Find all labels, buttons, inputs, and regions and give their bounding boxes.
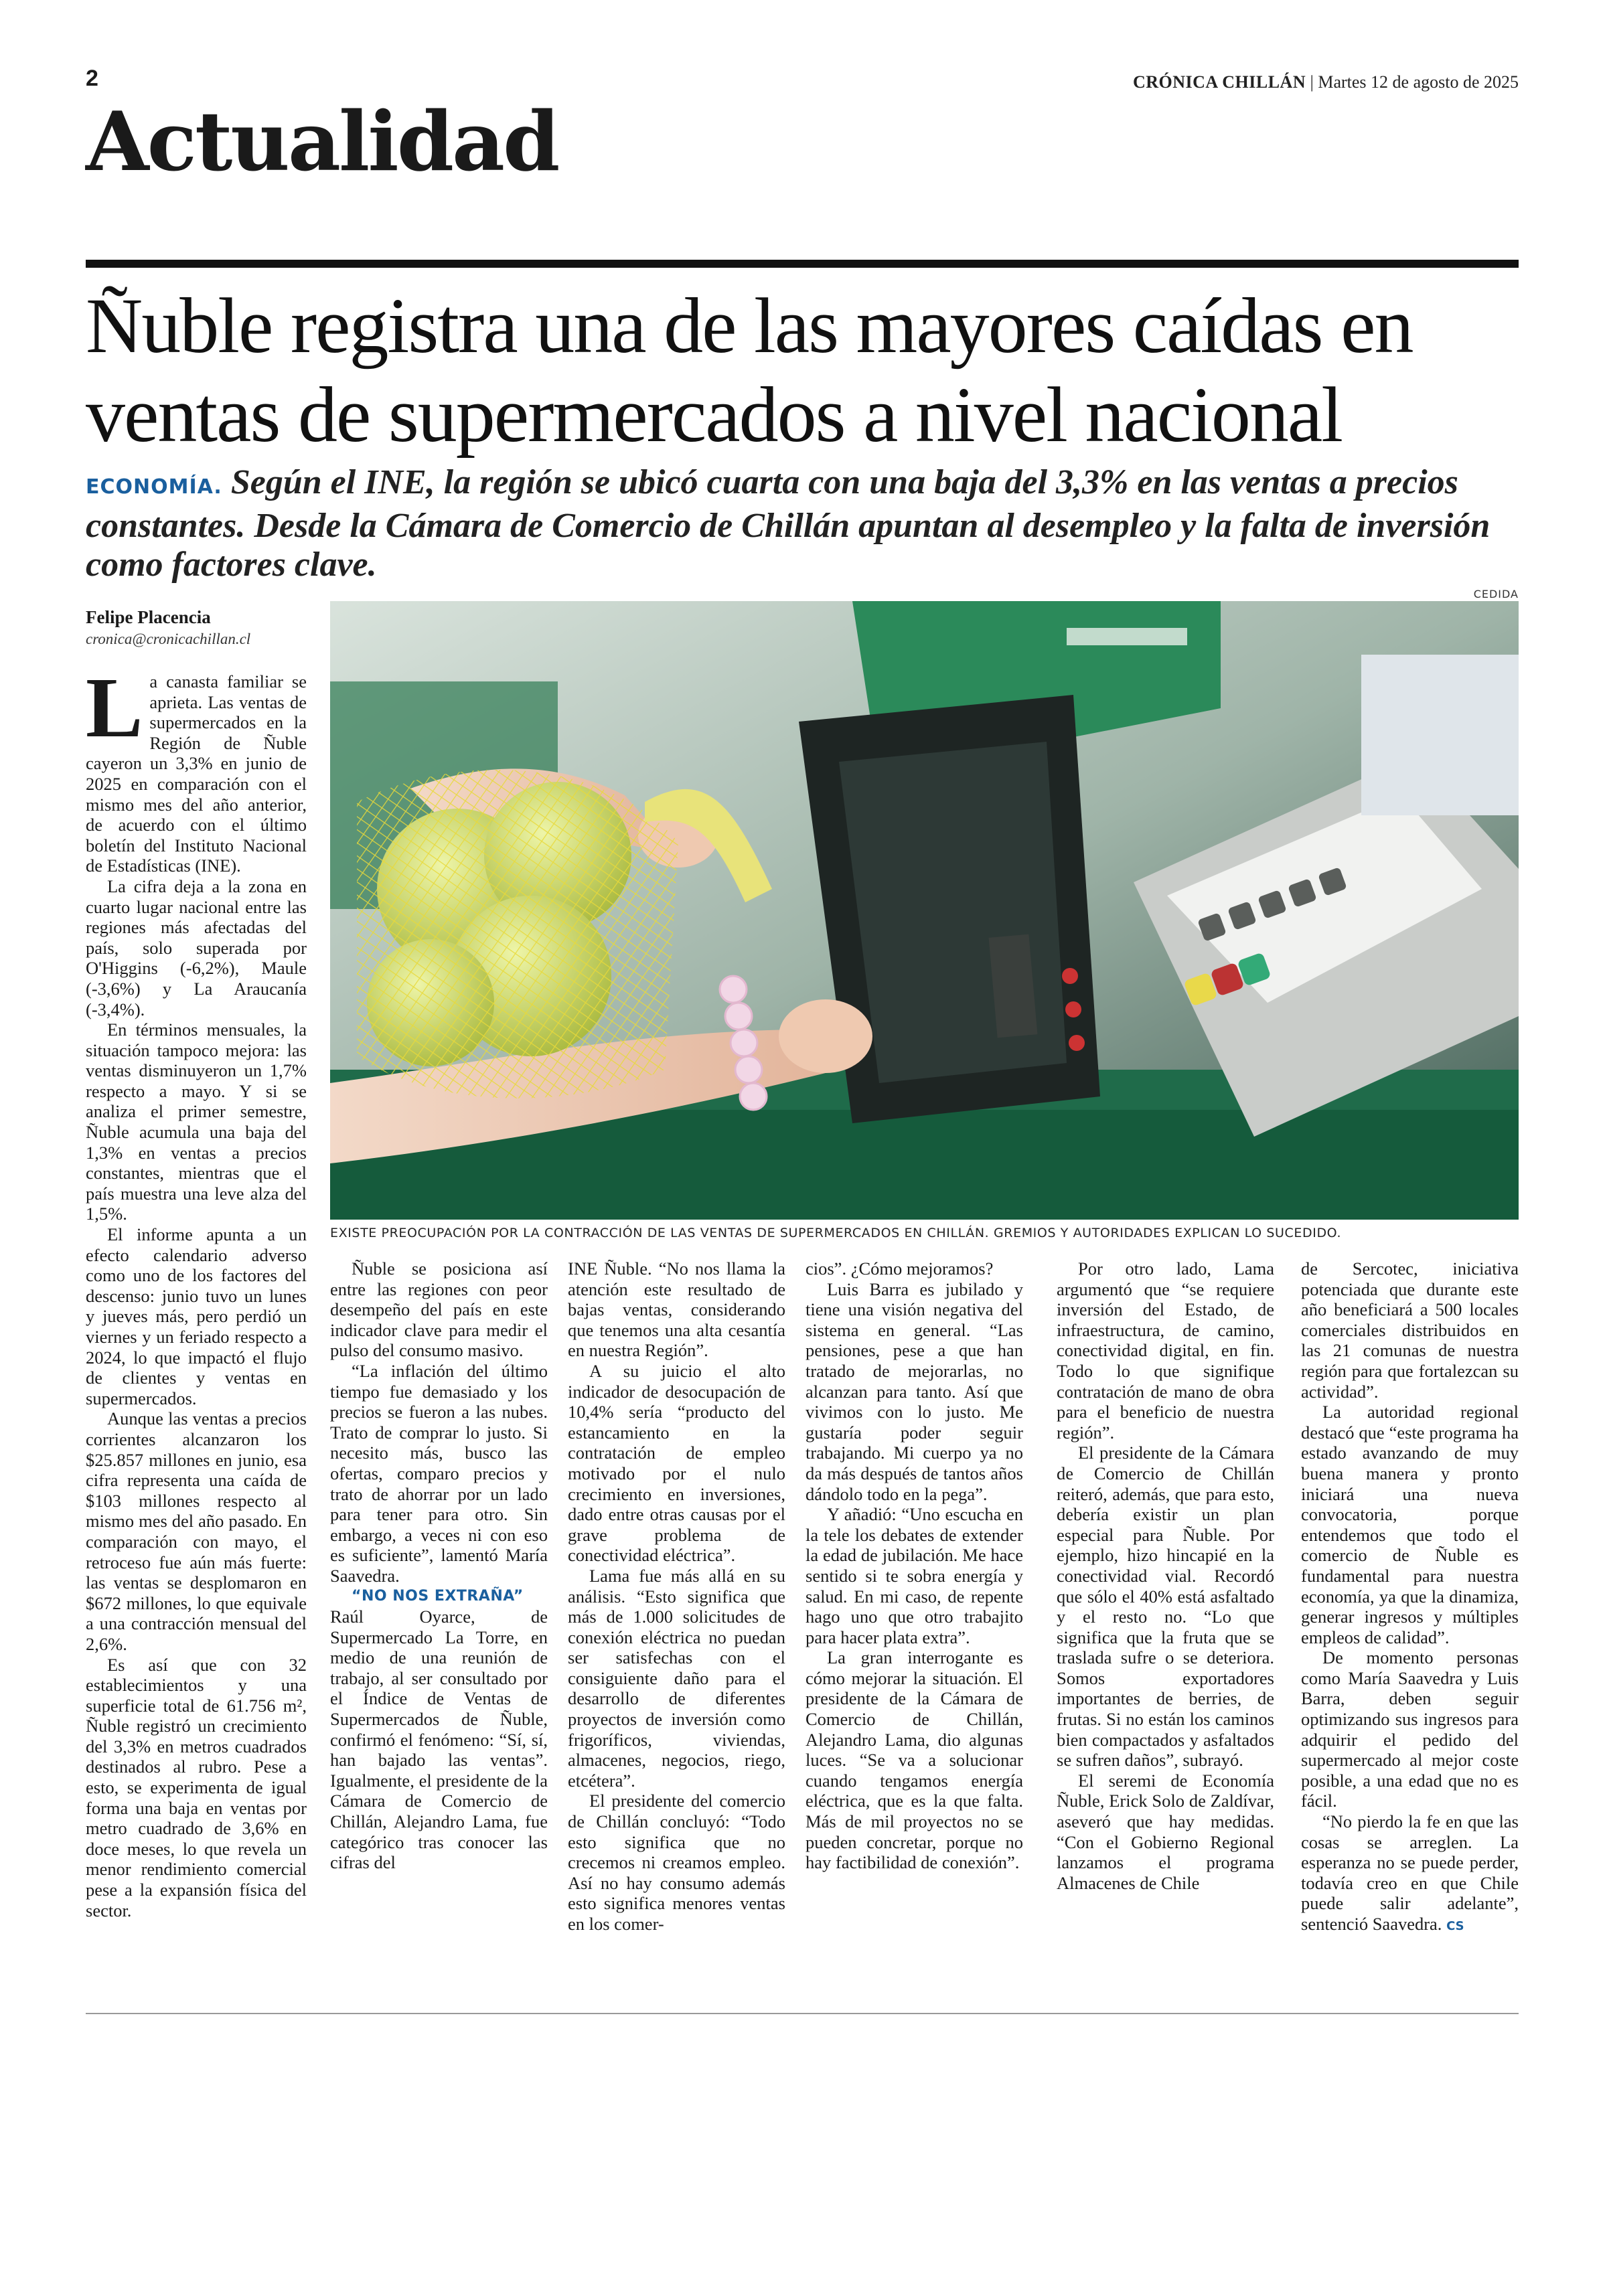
- paragraph: de Sercotec, iniciativa potenciada que durante este año beneficiará a 500 locales comerciales distribuidos en las 21 comunas de nuestra región para que fortalezcan su actividad”.: [1301, 1258, 1519, 1402]
- paragraph: [86, 660, 307, 876]
- photo-caption: EXISTE PREOCUPACIÓN POR LA CONTRACCIÓN DE LAS VENTAS DE SUPERMERCADOS EN CHILLÁN. GREMIOS Y AUTORIDADES EXPLICAN LO SUCEDIDO.: [330, 1226, 1342, 1240]
- paragraph-text: “No pierdo la fe en que las cosas se arreglen. La esperanza no se puede perder, todavía creo en que Chile puede salir adelante”, sentenció Saavedra.: [1301, 1811, 1519, 1934]
- photo-credit: CEDIDA: [1473, 588, 1519, 600]
- paragraph: A su juicio el alto indicador de desocupación de 10,4% sería “producto del estancamiento en la contratación de empleo motivado por el nulo crecimiento en inversiones, dado entre otras causas por el grave problema de conectividad eléctrica”.: [568, 1360, 785, 1566]
- paragraph: Es así que con 32 establecimientos y una superficie total de 61.756 m², Ñuble registró un crecimiento del 3,3% en metros cuadrados destinados al rubro. Pese a esto, se experimenta de igual forma una baja en ventas por metro cuadrado de 3,6% en doce meses, lo que revela un menor rendimiento comercial pese a la expansión física del sector.: [86, 1654, 307, 1920]
- headline: [86, 281, 1532, 459]
- paragraph: El informe apunta a un efecto calendario adverso como uno de los factores del descenso: junio tuvo un lunes y jueves más, pero perdió un viernes y un feriado respecto a 2024, lo que impactó el flujo de clientes y ventas en supermercados.: [86, 1224, 307, 1408]
- subheading: “NO NOS EXTRAÑA”: [352, 1587, 524, 1605]
- paragraph: cios”. ¿Cómo mejoramos?: [806, 1258, 994, 1279]
- paragraph: [1301, 1811, 1519, 1937]
- lede-text: Según el INE, la región se ubicó cuarta con una baja del 3,3% en las ventas a precios constantes. Desde la Cámara de Comercio de Chillán apuntan al desempleo y la falta de inversión como factores clave.: [86, 463, 1490, 584]
- section-rule: [86, 260, 1519, 268]
- paragraph: La autoridad regional destacó que “este programa ha estado avanzando de muy buena manera y pronto iniciará una nueva convocatoria, porque entendemos que todo el comercio de Ñuble es fundamental para nuestra economía, ya que la dinamiza, generar ingresos y múltiples empleos de calidad”.: [1301, 1402, 1519, 1647]
- lede: [86, 463, 1525, 584]
- paragraph: Aunque las ventas a precios corrientes alcanzaron los $25.857 millones en junio, esa cifra representa una caída de $103 millones respecto al mismo mes del año pasado. En comparación con mayo, el retroceso fue aún más fuerte: las ventas se desplomaron en $672 millones, lo que equivale a una contracción mensual del 2,6%.: [86, 1408, 307, 1654]
- author-name: Felipe Placencia: [86, 607, 211, 627]
- publication-date: Martes 12 de agosto de 2025: [1318, 72, 1519, 92]
- byline: [86, 606, 307, 650]
- article-column-4: [806, 1258, 1023, 1873]
- paragraph: Por otro lado, Lama argumentó que “se requiere inversión del Estado, de infraestructura, de camino, conectividad digital, en fin. Todo lo que signifique contratación de mano de obra para el beneficio de nuestra región”.: [1057, 1258, 1274, 1443]
- article-column-6: [1301, 1258, 1519, 1937]
- paragraph: El presidente de la Cámara de Comercio de Chillán reiteró, además, que para esto, debería existir un plan especial para Ñuble. Por ejemplo, hizo hincapié en la conectividad vial. Recordó que sólo el 40% está asfaltado y el resto no. “Lo que significa que la fruta que se traslada sufre o se deteriora. Somos exportadores importantes de berries, de frutas. Si no están los caminos bien compactados y asfaltados se sufren daños”, subrayó.: [1057, 1443, 1274, 1771]
- article-column-5: [1057, 1258, 1274, 1893]
- bottom-rule: [86, 2013, 1519, 2014]
- publication-name: CRÓNICA CHILLÁN: [1132, 72, 1306, 92]
- article-photo: [330, 601, 1519, 1220]
- paragraph: INE Ñuble. “No nos llama la atención este resultado de bajas ventas, considerando que tenemos una alta cesantía en nuestra Región”.: [568, 1258, 785, 1361]
- paragraph: El seremi de Economía Ñuble, Erick Solo de Zaldívar, aseveró que hay medidas. “Con el Gobierno Regional lanzamos el programa Almacenes de Chile: [1057, 1770, 1274, 1893]
- headline-line-2: ventas de supermercados a nivel nacional: [86, 371, 1343, 459]
- paragraph-text: a canasta familiar se aprieta. Las ventas de supermercados en la Región de Ñuble cayeron un 3,3% en junio de 2025 en comparación con el mismo mes del año anterior, de acuerdo con el último boletín del Instituto Nacional de Estadísticas (INE).: [86, 671, 307, 876]
- lede-kicker: ECONOMÍA.: [86, 475, 222, 499]
- end-mark: CS: [1446, 1919, 1464, 1933]
- paragraph: Lama fue más allá en su análisis. “Esto significa que más de 1.000 solicitudes de conexión eléctrica no puedan ser satisfechas con el consiguiente daño para el desarrollo de diferentes proyectos de inversión como frigoríficos, viviendas, almacenes, negocios, riego, etcétera”.: [568, 1565, 785, 1791]
- paragraph: “La inflación del último tiempo fue demasiado y los precios se fueron a las nubes. Trato de comprar lo justo. Si necesito más, busco las ofertas, comparo precios y trato de ahorrar por un lado para tener para otro. Sin embargo, a veces ni con eso es suficiente”, lamentó María Saavedra.: [330, 1360, 548, 1586]
- paragraph: La cifra deja a la zona en cuarto lugar nacional entre las regiones más afectadas del país, solo superada por O'Higgins (-6,2%), Maule (-3,6%) y La Araucanía (-3,4%).: [86, 876, 307, 1019]
- paragraph: Ñuble se posiciona así entre las regiones con peor desempeño del país en este indicador clave para medir el pulso del consumo masivo.: [330, 1258, 548, 1361]
- headline-line-1: Ñuble registra una de las mayores caídas en: [86, 282, 1413, 370]
- paragraph: Raúl Oyarce, de Supermercado La Torre, en medio de una reunión de trabajo, al ser consultado por el Índice de Ventas de Supermercados de Ñuble, confirmó el fenómeno: “Sí, sí, han bajado las ventas”. Igualmente, el presidente de la Cámara de Comercio de Chillán, Alejandro Lama, fue categórico tras conocer las cifras del: [330, 1607, 548, 1873]
- page-number: 2: [86, 66, 98, 91]
- article-column-1: [86, 660, 307, 1920]
- paragraph: El presidente del comercio de Chillán concluyó: “Todo esto significa que no crecemos ni creamos empleo. Así no hay consumo además esto significa menores ventas en los comer-: [568, 1791, 785, 1934]
- paragraph: La gran interrogante es cómo mejorar la situación. El presidente de la Cámara de Comercio de Chillán, Alejandro Lama, dio algunas luces. “Se va a solucionar cuando tengamos energía eléctrica, que es la que falta. Más de mil proyectos no se pueden concretar, porque no hay factibilidad de conexión”.: [806, 1647, 1023, 1873]
- paragraph: Luis Barra es jubilado y tiene una visión negativa del sistema en general. “Las pensiones, pese a que han tratado de mejorarlas, no alcanzan para tanto. Así que vivimos con lo justo. Me gustaría poder seguir trabajando. Mi cuerpo ya no da más después de tantos años dándolo todo en la pega”.: [806, 1279, 1023, 1504]
- article-column-3: [568, 1258, 785, 1935]
- drop-cap: L: [86, 660, 143, 755]
- paragraph: Y añadió: “Uno escucha en la tele los debates de extender la edad de jubilación. Me hace sentido si te sobra energía y salud. En mi caso, de repente hago uno que otro trabajito para hacer plata extra”.: [806, 1504, 1023, 1647]
- article-column-2: [330, 1258, 548, 1873]
- author-email[interactable]: cronica@cronicachillan.cl: [86, 631, 251, 647]
- checkout-scene-illustration: [330, 601, 1519, 1220]
- header-separator: |: [1306, 72, 1318, 92]
- section-title: Actualidad: [86, 93, 558, 189]
- paragraph: De momento personas como María Saavedra y Luis Barra, deben seguir optimizando sus ingresos para adquirir el pedido del supermercado al mejor coste posible, a una edad que no es fácil.: [1301, 1647, 1519, 1811]
- publication-header: [1133, 72, 1519, 92]
- paragraph: En términos mensuales, la situación tampoco mejora: las ventas disminuyeron un 1,7% respecto a mayo. Y si se analiza el primer semestre, Ñuble acumula una baja del 1,3% en ventas a precios constantes, mientras que el país muestra una leve alza del 1,5%.: [86, 1019, 307, 1224]
